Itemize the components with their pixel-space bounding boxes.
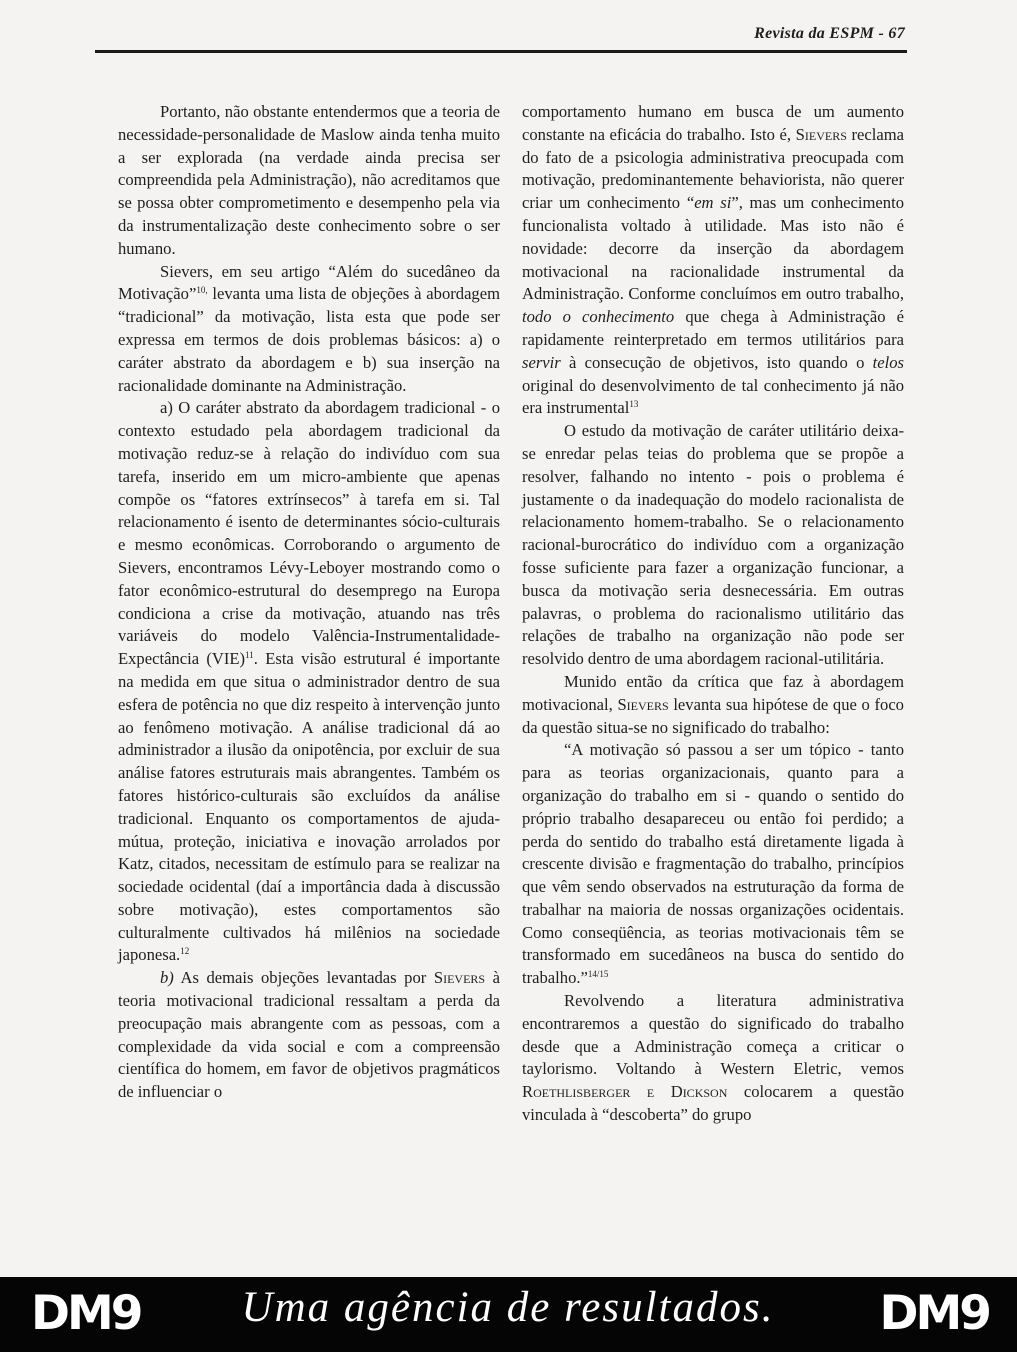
right-column xyxy=(522,101,904,1127)
author-name: Roethlisberger e Dickson xyxy=(522,1082,728,1102)
paragraph: Portanto, não obstante entendermos que a teoria de necessidade-personalidade de Maslow ainda tenha muito a ser explorada (na verdade ainda precisa ser compreendida pela Administração), não acreditamos que se possa obter comprometimento e desempenho pela via da instrumentalização deste conhecimento sobre o ser humano. xyxy=(118,102,500,258)
paragraph: O estudo da motivação de caráter utilitário deixa-se enredar pelas teias do problema que se propõe a resolver, falhando no intento - pois o problema é justamente o da inadequação do modelo racionalista de relacionamento homem-trabalho. Se o relacionamento racional-burocrático do indivíduo com a organização fosse suficiente para fazer a organização funcionar, a busca da motivação seria desnecessária. Em outras palavras, o problema do racionalismo utilitário das relações de trabalho na organização não pode ser resolvido dentro de uma abordagem racional-utilitária. xyxy=(522,421,904,669)
block-quote: “A motivação só passou a ser um tópico - tanto para as teorias organizacionais, quanto para a organização do trabalho em si - quando o sentido do próprio trabalho desapareceu ou então foi perdido; a perda do sentido do trabalho está diretamente ligada à crescente divisão e fragmentação do trabalho, princípios que vêm sendo observados na estruturação da forma de trabalhar na maioria de nossas organizações ocidentais. Como conseqüência, as teorias motivacionais têm se transformado em sucedâneos na busca do sentido do trabalho.”$^{14/15}$ xyxy=(522,740,904,988)
advert-banner xyxy=(0,1277,1017,1352)
footnote-ref: 11 xyxy=(245,650,254,661)
running-head: Revista da ESPM - 67 xyxy=(754,25,905,42)
paragraph: comportamento humano em busca de um aumento constante na eficácia do trabalho. Isto é, Sievers reclama do fato de a psicologia administrativa preocupada com motivação, predominantemente behaviorista, não querer criar um conhecimento “em si”, mas um conhecimento funcionalista voltado à utilidade. Mas isto não é novidade: decorre da inserção da abordagem motivacional na racionalidade instrumental da Administração. Conforme concluímos em outro trabalho, todo o conhecimento que chega à Administração é rapidamente reinterpretado em termos utilitários para servir à consecução de objetivos, isto quando o telos original do desenvolvimento de tal conhecimento já não era instrumental$^{13}$ xyxy=(522,102,904,418)
footnote-ref: 10, xyxy=(196,285,208,296)
left-column xyxy=(118,101,500,1104)
advert-slogan: Uma agência de resultados. xyxy=(241,1284,775,1331)
page-header xyxy=(95,22,907,53)
footnote-ref: 14/15 xyxy=(587,969,609,980)
footnote-ref: 12 xyxy=(180,946,190,957)
paragraph: Munido então da crítica que faz à abordagem motivacional, Sievers levanta sua hipótese de que o foco da questão situa-se no significado do trabalho: xyxy=(522,671,904,737)
author-name: Sievers xyxy=(795,124,847,144)
paragraph: Sievers, em seu artigo “Além do sucedâneo da Motivação”$^{10,}$ levanta uma lista de objeções à abordagem “tradicional” da motivação, lista esta que pode ser expressa em termos de dois problemas básicos: a) o caráter abstrato da abordagem e b) sua inserção na racionalidade dominante na Administração. xyxy=(118,261,500,395)
paragraph: a) O caráter abstrato da abordagem tradicional - o contexto estudado pela abordagem tradicional da motivação reduz-se à relação do indivíduo com sua tarefa, inserido em um micro-ambiente que apenas compõe os “fatores extrínsecos” à tarefa em si. Tal relacionamento é isento de determinantes sócio-culturais e mesmo econômicas. Corroborando o argumento de Sievers, encontramos Lévy-Leboyer mostrando como o fator econômico-estrutural do desemprego na Europa condiciona a crise da motivação, atuando nas três variáveis do modelo Valência-Instrumentalidade-Expectância (VIE)$^{11}$. Esta visão estrutural é importante na medida em que situa o administrador dentro de sua esfera de potência no que diz respeito à intervenção junto ao fenômeno motivação. A análise tradicional dá ao administrador a ilusão da onipotência, por excluir de sua análise fatores estruturais mais abrangentes. Também os fatores histórico-culturais são excluídos da análise tradicional. Enquanto os comportamentos de ajuda-mútua, proteção, iniciativa e inovação arrolados por Katz, citados, necessitam de estímulo para se realizar na sociedade ocidental (daí a importância dada à discussão sobre motivação), estes comportamentos são culturalmente cultivados há milênios na sociedade japonesa.$^{12}$ xyxy=(118,398,500,965)
dm9-logo-right: DM9 xyxy=(879,1286,989,1341)
author-name: Sievers xyxy=(617,694,669,714)
paragraph: Revolvendo a literatura administrativa encontraremos a questão do significado do trabalho desde que a Administração começa a criticar o taylorismo. Voltando à Western Eletric, vemos Roethlisberger e Dickson colocarem a questão vinculada à “descoberta” do grupo xyxy=(522,991,904,1125)
author-name: Sievers xyxy=(433,968,486,988)
footnote-ref: 13 xyxy=(629,399,639,410)
paragraph: b) As demais objeções levantadas por Sievers à teoria motivacional tradicional ressaltam a perda da preocupação mais abrangente com as pessoas, com a complexidade da vida social e com a compreensão científica do homem, em favor de objetivos pragmáticos de influenciar o xyxy=(118,968,501,1102)
dm9-logo-left: DM9 xyxy=(31,1286,141,1341)
